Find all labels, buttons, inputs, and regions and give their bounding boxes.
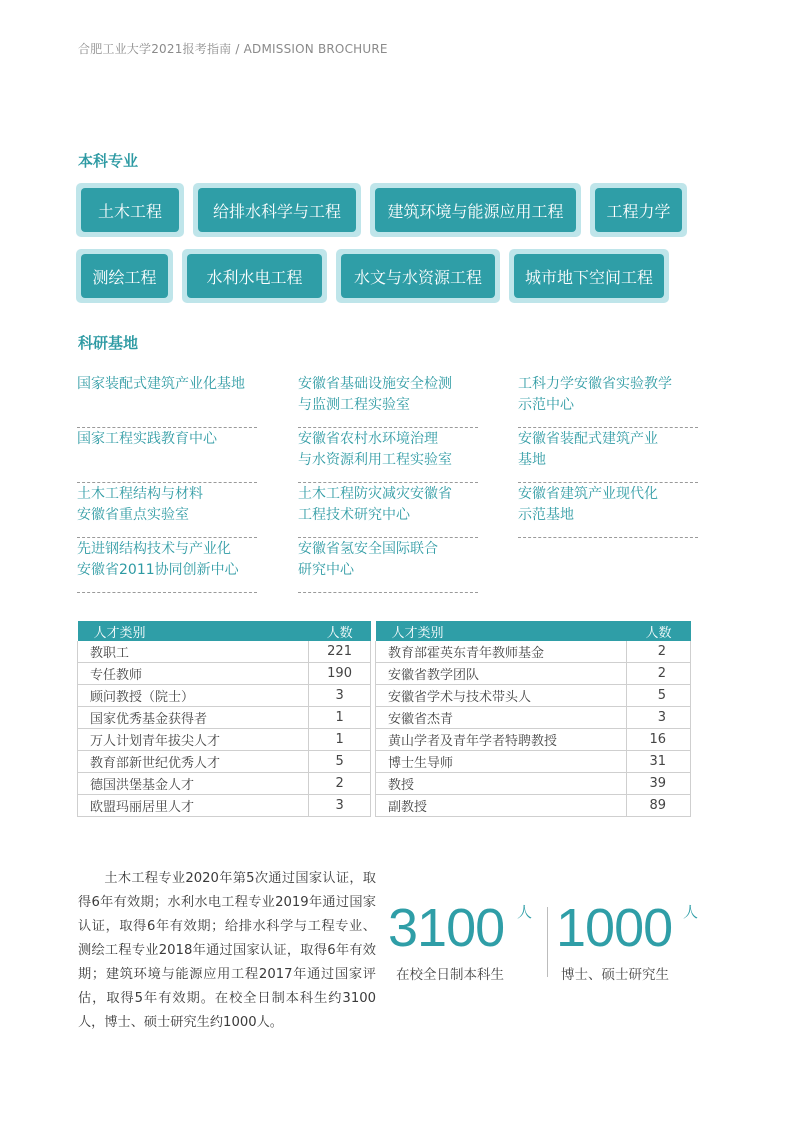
table-row: 黄山学者及青年学者特聘教授 16 xyxy=(376,729,691,751)
table-row: 万人计划青年拔尖人才 1 xyxy=(78,729,371,751)
table-row: 教授 39 xyxy=(376,773,691,795)
table-header-row xyxy=(376,621,691,641)
table-row: 欧盟玛丽居里人才 3 xyxy=(78,795,371,817)
base-item: 安徽省农村水环境治理 与水资源利用工程实验室 xyxy=(298,429,478,483)
table-row: 安徽省杰青 3 xyxy=(376,707,691,729)
grad-unit: 人 xyxy=(683,903,699,921)
table-row: 安徽省教学团队 2 xyxy=(376,663,691,685)
major-chip: 给排水科学与工程 xyxy=(193,183,361,237)
table-row: 教职工 221 xyxy=(78,641,371,663)
table-row: 教育部霍英东青年教师基金 2 xyxy=(376,641,691,663)
undergrad-number: 3100 xyxy=(388,898,505,958)
table-row: 德国洪堡基金人才 2 xyxy=(78,773,371,795)
table-row: 安徽省学术与技术带头人 5 xyxy=(376,685,691,707)
base-item: 土木工程结构与材料 安徽省重点实验室 xyxy=(77,484,257,538)
base-item: 土木工程防灾减灾安徽省 工程技术研究中心 xyxy=(298,484,478,538)
intro-paragraph: 土木工程专业2020年第5次通过国家认证，取得6年有效期；水利水电工程专业2019年通过国家认证，取得6年有效期；给排水科学与工程专业、测绘工程专业2018年通过国家认证，取得6年有效期；建筑环境与能源应用工程2017年通过国家评估，取得5年有效期。在校全日制本科生约3100人，博士、硕士研究生约1000人。 xyxy=(78,871,376,1030)
major-chip: 水利水电工程 xyxy=(182,249,327,303)
base-item: 安徽省氢安全国际联合 研究中心 xyxy=(298,539,478,593)
major-chip: 土木工程 xyxy=(76,183,184,237)
table-row: 顾问教授（院士） 3 xyxy=(78,685,371,707)
undergrad-caption: 在校全日制本科生 xyxy=(396,967,504,983)
header-count: 人数 xyxy=(309,621,371,641)
base-item: 安徽省装配式建筑产业 基地 xyxy=(518,429,698,483)
stats-divider xyxy=(547,907,548,977)
undergrad-unit: 人 xyxy=(517,903,533,921)
majors-title: 本科专业 xyxy=(78,152,139,170)
major-chip: 水文与水资源工程 xyxy=(336,249,500,303)
base-item: 安徽省基础设施安全检测 与监测工程实验室 xyxy=(298,374,478,428)
table-row: 国家优秀基金获得者 1 xyxy=(78,707,371,729)
table-row: 教育部新世纪优秀人才 5 xyxy=(78,751,371,773)
header-count: 人数 xyxy=(627,621,691,641)
table-row: 副教授 89 xyxy=(376,795,691,817)
header-category: 人才类别 xyxy=(376,621,627,641)
major-chip: 测绘工程 xyxy=(76,249,173,303)
table-header-row xyxy=(78,621,371,641)
major-chip: 工程力学 xyxy=(590,183,687,237)
major-chip: 城市地下空间工程 xyxy=(509,249,669,303)
table-row: 博士生导师 31 xyxy=(376,751,691,773)
table-row: 专任教师 190 xyxy=(78,663,371,685)
header-category: 人才类别 xyxy=(78,621,309,641)
major-chip: 建筑环境与能源应用工程 xyxy=(370,183,581,237)
grad-caption: 博士、硕士研究生 xyxy=(561,967,669,983)
base-item: 国家装配式建筑产业化基地 xyxy=(77,374,257,428)
talent-table-right xyxy=(375,621,691,817)
talent-table-left xyxy=(77,621,371,817)
base-item: 先进钢结构技术与产业化 安徽省2011协同创新中心 xyxy=(77,539,257,593)
majors-row-1 xyxy=(76,183,696,237)
base-item: 工科力学安徽省实验教学 示范中心 xyxy=(518,374,698,428)
base-item: 国家工程实践教育中心 xyxy=(77,429,257,483)
majors-row-2 xyxy=(76,249,678,303)
bases-title: 科研基地 xyxy=(78,334,139,352)
grad-number: 1000 xyxy=(556,898,673,958)
page-header: 合肥工业大学2021报考指南 / ADMISSION BROCHURE xyxy=(78,42,388,56)
base-item: 安徽省建筑产业现代化 示范基地 xyxy=(518,484,698,538)
